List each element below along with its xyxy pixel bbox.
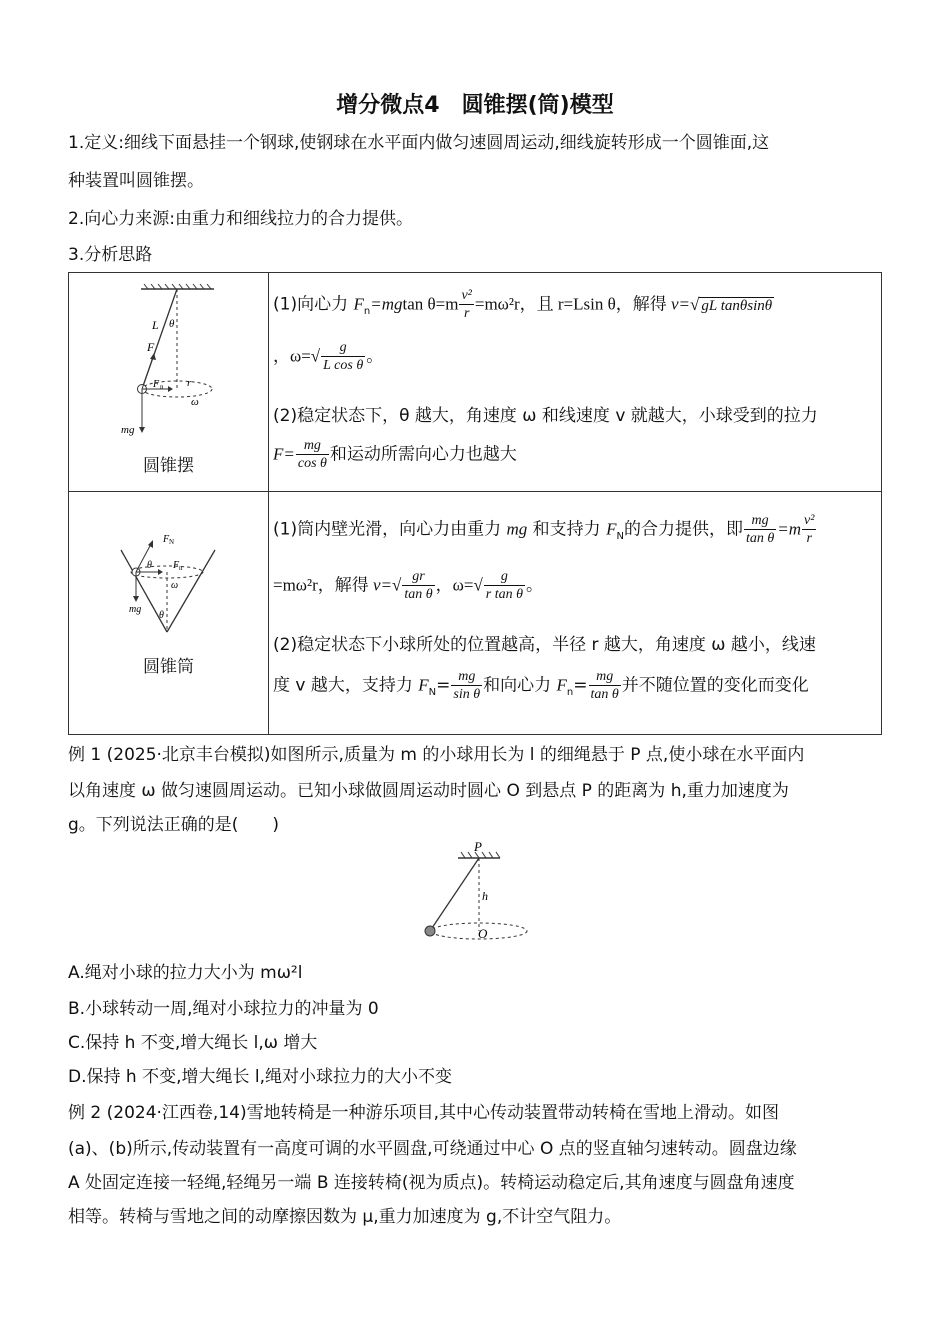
example2-line-4: 相等。转椅与雪地之间的动摩擦因数为 μ,重力加速度为 g,不计空气阻力。 [68,1207,622,1227]
force-source-line: 2.向心力来源:由重力和细线拉力的合力提供。 [68,209,413,229]
omega-label-2: ω [171,580,179,591]
definition-line-2: 种装置叫圆锥摆。 [68,171,204,191]
centripetal-force-sub-2: n [179,564,183,572]
analysis-heading: 3.分析思路 [68,245,153,265]
normal-force-sub: N [169,538,175,546]
cylinder-analysis-cell [269,492,882,735]
omega-label: ω [191,396,199,408]
radius-label: r [187,377,192,389]
theta-label: θ [169,318,175,330]
normal-force-label: F [163,534,170,545]
pendulum-conclusion-line-2: F= $\frac{mg}{\text{cos θ}}$ 和运动所需向心力也越大 [273,438,517,471]
example1-line-1: 例 1 (2025·北京丰台模拟)如图所示,质量为 m 的小球用长为 l 的细绳悬于 P 点,使小球在水平面内 [68,745,805,765]
example2-line-2: (a)、(b)所示,传动装置有一高度可调的水平圆盘,可绕通过中心 O 点的竖直轴匀速转动。圆盘边缘 [68,1139,797,1159]
tension-label: F [147,340,155,354]
page-title: 增分微点4 圆锥摆(筒)模型 [336,93,614,118]
point-p-label: P [474,839,482,854]
conical-cylinder-cell [69,492,269,735]
option-a: A.绳对小球的拉力大小为 mω²l [68,963,303,983]
conical-pendulum-cell [69,273,269,492]
gravity-label-2: mg [129,604,142,615]
length-label: L [152,318,159,332]
centripetal-force-label-2: F [173,560,180,571]
option-b: B.小球转动一周,绳对小球拉力的冲量为 0 [68,999,379,1019]
example1-line-3: g。下列说法正确的是( ) [68,815,280,835]
theta-label-top: θ [147,560,152,571]
example2-line-3: A 处固定连接一轻绳,轻绳另一端 B 连接转椅(视为质点)。转椅运动稳定后,其角速度与圆盘角速度 [68,1173,795,1193]
gravity-label: mg [121,424,135,436]
conical-pendulum-figure [69,277,268,447]
cylinder-conclusion-line-2: 度 v 越大，支持力 $F_N=$ $\frac{mg}{\text{sin θ}}$ 和向心力 $F_n=$ $\frac{mg}{\text{tan θ}}$ 并不随位置的变化而变化 [273,669,809,702]
cylinder-conclusion-line-1: (2)稳定状态下小球所处的位置越高，半径 r 越大，角速度 ω 越小，线速 [273,635,816,655]
pendulum-formula-line-2: ，ω=√ $\frac{g}{\text{L cos θ}}$ 。 [273,340,384,373]
example2-line-1: 例 2 (2024·江西卷,14)雪地转椅是一种游乐项目,其中心传动装置带动转椅在雪地上滑动。如图 [68,1103,779,1123]
pendulum-conclusion-line-1: (2)稳定状态下，θ 越大，角速度 ω 和线速度 v 就越大，小球受到的拉力 [273,406,818,426]
definition-line-1: 1.定义:细线下面悬挂一个钢球,使钢球在水平面内做匀速圆周运动,细线旋转形成一个圆锥面,这 [68,133,770,153]
pendulum-analysis-cell [269,273,882,492]
analysis-table [68,272,882,735]
centripetal-force-label: F [153,379,160,390]
option-d: D.保持 h 不变,增大绳长 l,绳对小球拉力的大小不变 [68,1067,453,1087]
theta-label-bottom: θ [159,610,164,621]
center-o-label: O [478,926,488,941]
pendulum-formula-line-1: (1)向心力 $F_n=mgtan$ θ=m $\frac{\text{v²}}{r}$ =mω²r，且 r=Lsin θ，解得 v=√ gL tanθsinθ [273,288,773,321]
cylinder-formula-line-1: (1)筒内壁光滑，向心力由重力 mg 和支持力 $F_N$的合力提供，即 $\frac{mg}{\text{tan θ}}$ =m $\frac{\text{v²}}{r}$ [273,513,815,546]
example1-line-2: 以角速度 ω 做匀速圆周运动。已知小球做圆周运动时圆心 O 到悬点 P 的距离为 h,重力加速度为 [68,781,789,801]
height-h-label: h [482,889,488,903]
cylinder-formula-line-2: =mω²r，解得 v=√ $\frac{gr}{\text{tan θ}}$ ，ω=√ $\frac{g}{\text{r tan θ}}$ 。 [273,569,544,602]
centripetal-force-sub: n [160,383,164,391]
cylinder-caption: 圆锥筒 [143,657,194,677]
pendulum-caption: 圆锥摆 [143,456,194,476]
option-c: C.保持 h 不变,增大绳长 l,ω 增大 [68,1033,318,1053]
example1-figure [418,838,538,943]
